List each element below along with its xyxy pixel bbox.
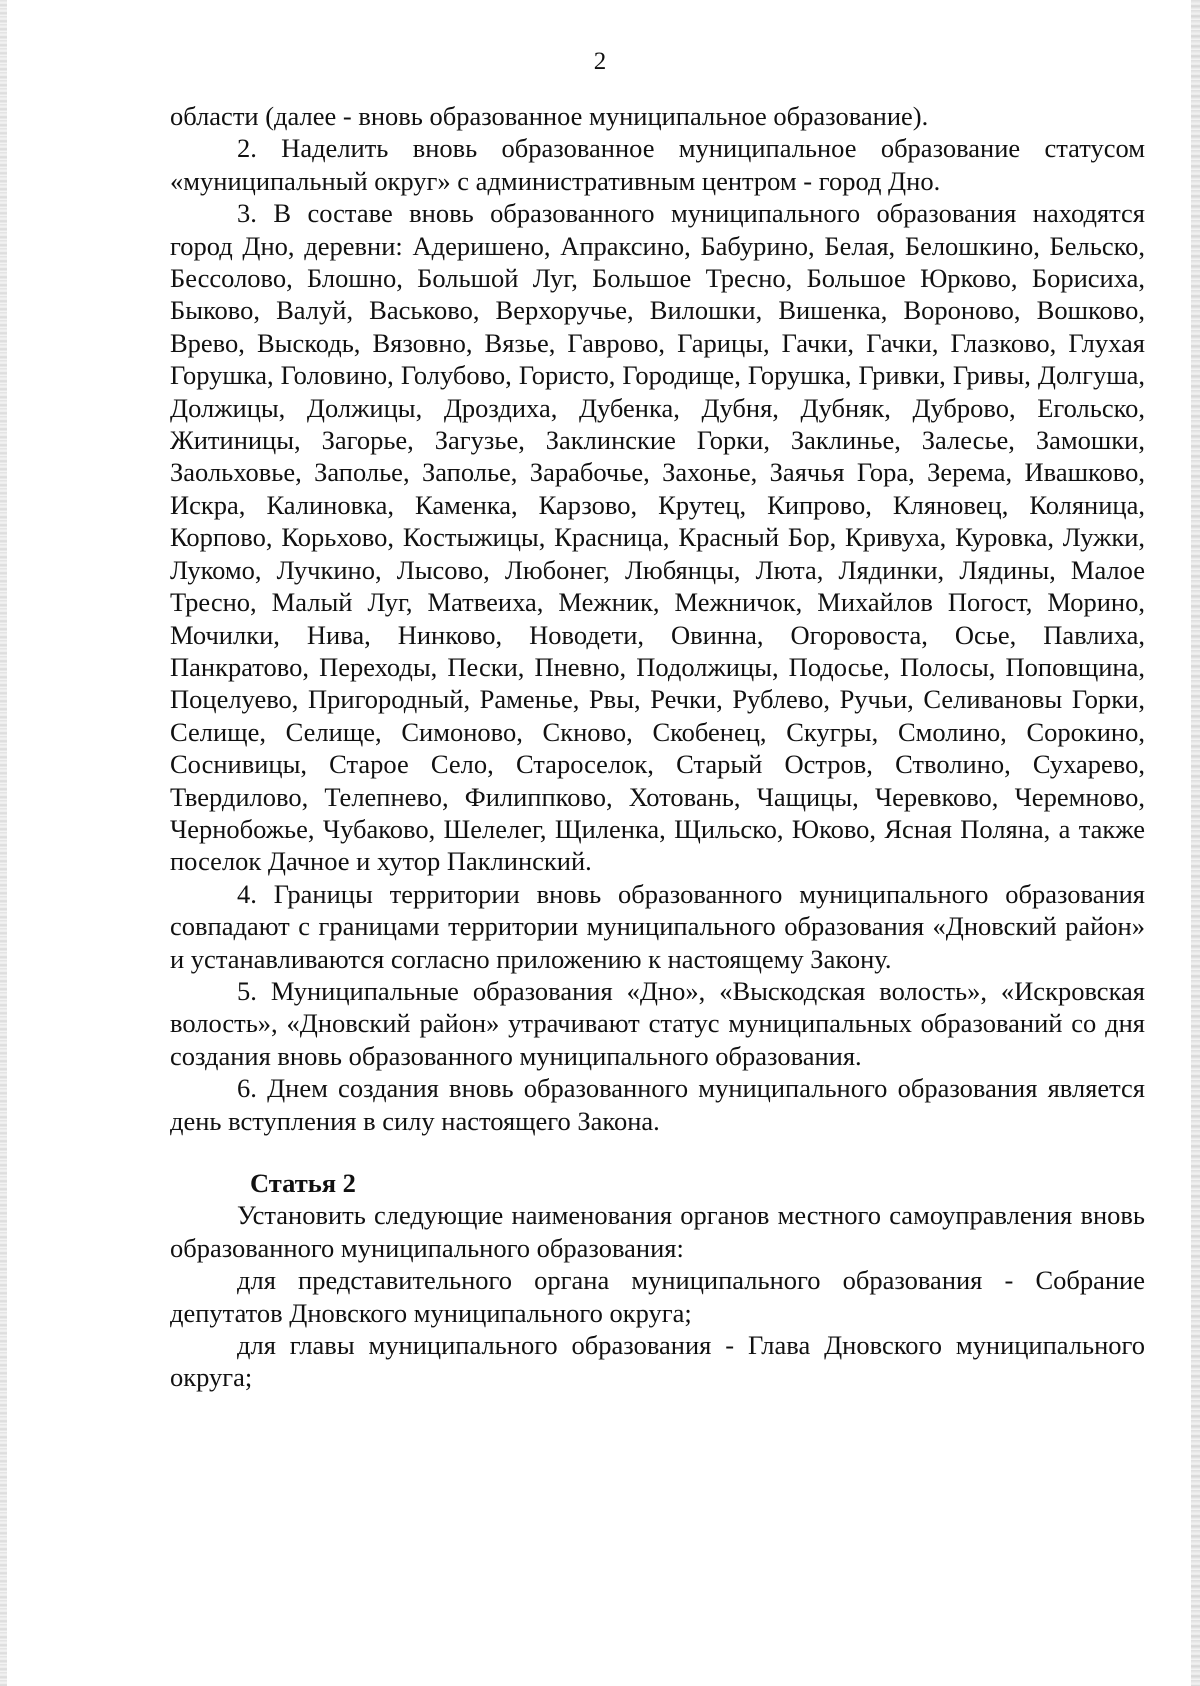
document-body: [170, 100, 1145, 1394]
page-number: 2: [593, 48, 607, 75]
article-heading: Статья 2: [250, 1168, 356, 1198]
paragraph-item-4: 4. Границы территории вновь образованного муниципального образования совпадают с границами территории муниципального образования «Дновский район» и устанавливаются согласно приложению к настоящему Закону.: [170, 878, 1145, 974]
scan-edge-left: [0, 0, 7, 1686]
article-paragraph-1: Установить следующие наименования органов местного самоуправления вновь образованного муниципального образования:: [170, 1200, 1145, 1263]
article-paragraph-2: для представительного органа муниципального образования - Собрание депутатов Дновского муниципального округа;: [170, 1265, 1145, 1328]
paragraph-item-3: 3. В составе вновь образованного муниципального образования находятся город Дно, деревни: Адеришено, Апраксино, Бабурино, Белая, Белошкино, Бельско, Бессолово, Блошно, Большой Луг, Большое Тресно, Большое Юрково, Борисиха, Быково, Валуй, Васьково, Верхоручье, Вилошки, Вишенка, Вороново, Вошково, Врево, Выскодь, Вязовно, Вязье, Гаврово, Гарицы, Гачки, Гачки, Глазково, Глухая Горушка, Головино, Голубово, Гористо, Городище, Горушка, Гривки, Гривы, Долгуша, Должицы, Должицы, Дроздиха, Дубенка, Дубня, Дубняк, Дуброво, Егольско, Житиницы, Загорье, Загузье, Заклинские Горки, Заклинье, Залесье, Замошки, Заольховье, Заполье, Заполье, Зарабочье, Захонье, Заячья Гора, Зерема, Ивашково, Искра, Калиновка, Каменка, Карзово, Крутец, Кипрово, Кляновец, Коляница, Корпово, Корьхово, Костыжицы, Красница, Красный Бор, Кривуха, Куровка, Лужки, Лукомо, Лучкино, Лысово, Любонег, Любянцы, Люта, Лядинки, Лядины, Малое Тресно, Малый Луг, Матвеиха, Межник, Межничок, Михайлов Погост, Морино, Мочилки, Нива, Нинково, Новодети, Овинна, Огоровоста, Осье, Павлиха, Панкратово, Переходы, Пески, Пневно, Подолжицы, Подосье, Полосы, Поповщина, Поцелуево, Пригородный, Раменье, Рвы, Речки, Рублево, Ручьи, Селивановы Горки, Селище, Селище, Симоново, Скново, Скобенец, Скугры, Смолино, Сорокино, Соснивицы, Старое Село, Староселок, Старый Остров, Стволино, Сухарево, Твердилово, Телепнево, Филиппково, Хотовань, Чащицы, Черевково, Черемново, Чернобожье, Чубаково, Шелелег, Щиленка, Щильско, Юково, Ясная Поляна, а также поселок Дачное и хутор Паклинский.: [170, 198, 1145, 877]
paragraph-item-6: 6. Днем создания вновь образованного муниципального образования является день вступления в силу настоящего Закона.: [170, 1073, 1145, 1136]
section-spacer: [170, 1137, 1145, 1167]
scan-edge-right: [1191, 0, 1200, 1686]
paragraph-continuation: области (далее - вновь образованное муниципальное образование).: [170, 101, 929, 131]
paragraph-item-2: 2. Наделить вновь образованное муниципальное образование статусом «муниципальный округ» с административным центром - город Дно.: [170, 133, 1145, 196]
paragraph-item-5: 5. Муниципальные образования «Дно», «Выскодская волость», «Искровская волость», «Дновский район» утрачивают статус муниципальных образований со дня создания вновь образованного муниципального образования.: [170, 975, 1145, 1071]
article-paragraph-3: для главы муниципального образования - Глава Дновского муниципального округа;: [170, 1330, 1145, 1393]
